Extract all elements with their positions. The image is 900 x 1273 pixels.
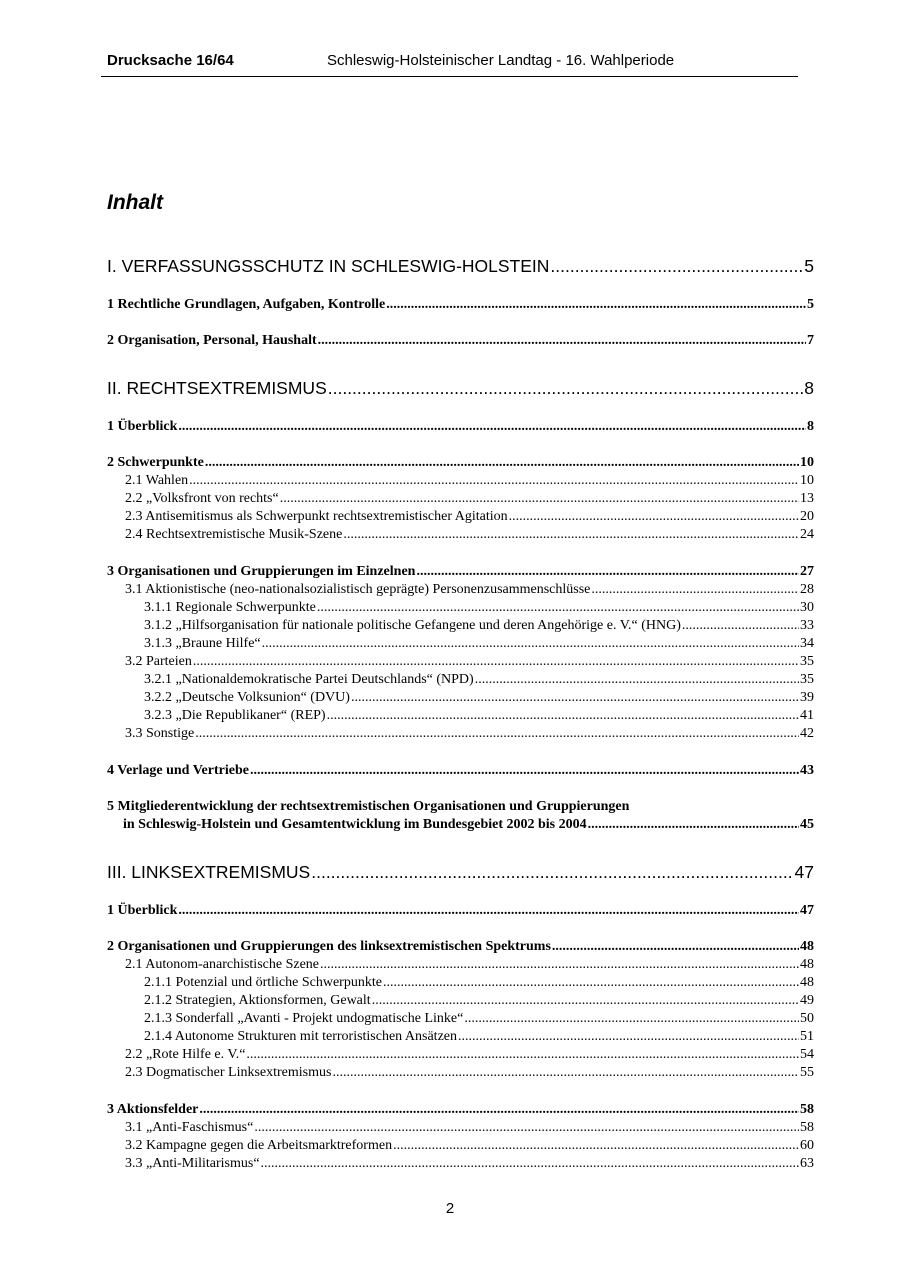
toc-entry[interactable]: 3.2 Kampagne gegen die Arbeitsmarktreformen ..... 60 xyxy=(125,1138,814,1154)
toc-entry[interactable]: 1 Rechtliche Grundlagen, Aufgaben, Kontrolle ..... 5 xyxy=(107,297,814,313)
toc-entry[interactable]: 3.1.2 „Hilfsorganisation für nationale politische Gefangene und deren Angehörige e. V.“ (HNG) ..... 33 xyxy=(144,618,814,634)
toc-entry[interactable]: 2.3 Dogmatischer Linksextremismus ..... 55 xyxy=(125,1065,814,1081)
toc-entry[interactable]: 3.1 Aktionistische (neo-nationalsozialistisch geprägte) Personenzusammenschlüsse ..... 28 xyxy=(125,582,814,598)
toc-entry[interactable]: 3.1 „Anti-Faschismus“ ..... 58 xyxy=(125,1120,814,1136)
toc-entry-line1[interactable]: 5 Mitgliederentwicklung der rechtsextremistischen Organisationen und Gruppierungen xyxy=(107,799,630,814)
toc-entry[interactable]: 2 Organisation, Personal, Haushalt ..... 7 xyxy=(107,333,814,349)
header-parliament-title: Schleswig-Holsteinischer Landtag - 16. Wahlperiode xyxy=(327,52,675,69)
toc-entry[interactable]: II. RECHTSEXTREMISMUS ..... 8 xyxy=(107,378,814,399)
toc-entry[interactable]: 3.3 „Anti-Militarismus“ ..... 63 xyxy=(125,1156,814,1172)
toc-entry[interactable]: 3.1.3 „Braune Hilfe“ ..... 34 xyxy=(144,636,814,652)
toc-entry[interactable]: 2.2 „Rote Hilfe e. V.“ ..... 54 xyxy=(125,1047,814,1063)
toc-entry[interactable]: 2.3 Antisemitismus als Schwerpunkt rechtsextremistischer Agitation ..... 20 xyxy=(125,509,814,525)
header-rule xyxy=(101,76,798,77)
toc-entry[interactable]: 2.1 Wahlen ..... 10 xyxy=(125,473,814,489)
toc-entry[interactable]: 2 Schwerpunkte ..... 10 xyxy=(107,455,814,471)
toc-entry[interactable]: 1 Überblick ..... 47 xyxy=(107,903,814,919)
toc-entry[interactable]: 2.4 Rechtsextremistische Musik-Szene ..... 24 xyxy=(125,527,814,543)
toc-entry[interactable]: 2.1.3 Sonderfall „Avanti - Projekt undogmatische Linke“ ..... 50 xyxy=(144,1011,814,1027)
toc-entry[interactable]: 3.1.1 Regionale Schwerpunkte ..... 30 xyxy=(144,600,814,616)
toc-entry[interactable]: 3 Organisationen und Gruppierungen im Einzelnen ..... 27 xyxy=(107,564,814,580)
toc-entry[interactable]: 2.1.2 Strategien, Aktionsformen, Gewalt ..... 49 xyxy=(144,993,814,1009)
toc-entry[interactable]: 2.2 „Volksfront von rechts“ ..... 13 xyxy=(125,491,814,507)
toc-entry[interactable]: 3 Aktionsfelder ..... 58 xyxy=(107,1102,814,1118)
page-number: 2 xyxy=(445,1200,455,1217)
toc-entry[interactable]: III. LINKSEXTREMISMUS ..... 47 xyxy=(107,862,814,883)
header-document-number: Drucksache 16/64 xyxy=(107,52,234,69)
toc-entry[interactable]: 3.2.1 „Nationaldemokratische Partei Deutschlands“ (NPD) ..... 35 xyxy=(144,672,814,688)
toc-entry[interactable]: in Schleswig-Holstein und Gesamtentwicklung im Bundesgebiet 2002 bis 2004 ..... 45 xyxy=(123,817,814,833)
toc-entry[interactable]: I. VERFASSUNGSSCHUTZ IN SCHLESWIG-HOLSTEIN ..... 5 xyxy=(107,256,814,277)
toc-title: Inhalt xyxy=(107,191,163,214)
toc-entry[interactable]: 2.1.4 Autonome Strukturen mit terroristischen Ansätzen ..... 51 xyxy=(144,1029,814,1045)
toc-entry[interactable]: 2 Organisationen und Gruppierungen des linksextremistischen Spektrums ..... 48 xyxy=(107,939,814,955)
toc-entry[interactable]: 3.2.2 „Deutsche Volksunion“ (DVU) ..... 39 xyxy=(144,690,814,706)
toc-entry[interactable]: 1 Überblick ..... 8 xyxy=(107,419,814,435)
toc-entry[interactable]: 2.1 Autonom-anarchistische Szene ..... 48 xyxy=(125,957,814,973)
toc-entry[interactable]: 4 Verlage und Vertriebe ..... 43 xyxy=(107,763,814,779)
toc-entry[interactable]: 2.1.1 Potenzial und örtliche Schwerpunkte ..... 48 xyxy=(144,975,814,991)
toc-entry[interactable]: 3.2.3 „Die Republikaner“ (REP) ..... 41 xyxy=(144,708,814,724)
toc-entry[interactable]: 3.3 Sonstige ..... 42 xyxy=(125,726,814,742)
toc-entry[interactable]: 3.2 Parteien ..... 35 xyxy=(125,654,814,670)
